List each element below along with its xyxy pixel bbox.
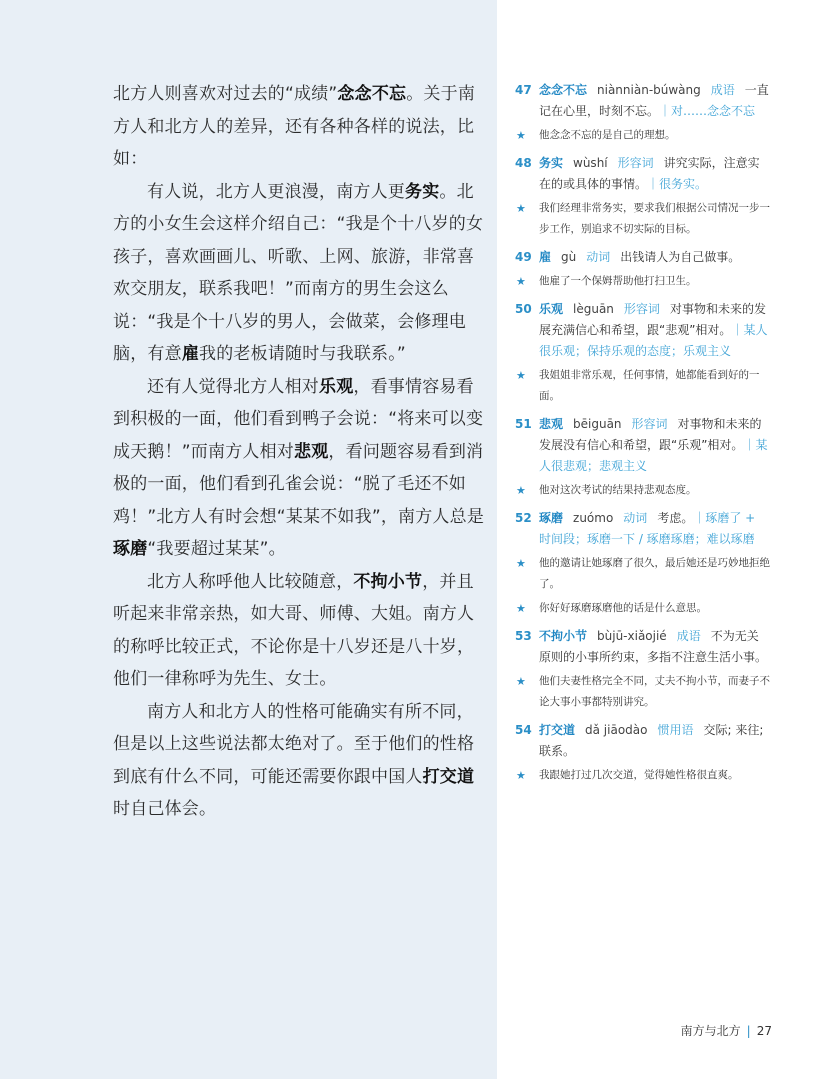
part-of-speech: 惯用语 — [657, 723, 694, 737]
example-text: 你好好琢磨琢磨他的话是什么意思。 — [539, 602, 707, 614]
vocab-definition: 讲究实际，注意实在的或具体的事情。 — [539, 156, 760, 191]
star-icon: ★ — [516, 202, 526, 215]
chapter-title: 南方与北方 — [680, 1024, 741, 1038]
vocab-entry — [515, 508, 770, 619]
entry-number: 48 — [515, 156, 532, 170]
text: ，并且听起来非常亲热，如大哥、师傅、大姐。南方人的称呼比较正式，不论你是十八岁还是八十岁，他们一律称呼为先生、女士。 — [113, 571, 475, 689]
vocab-head — [515, 153, 770, 195]
vocab-entry — [515, 80, 770, 146]
vocab-pinyin: niànniàn-búwàng — [597, 83, 701, 97]
example-sentence — [515, 765, 770, 786]
vocab-collocation: ｜某人很悲观；悲观主义 — [539, 438, 768, 473]
star-icon: ★ — [516, 675, 526, 688]
text: 南方人和北方人的性格可能确实有所不同，但是以上这些说法都太绝对了。至于他们的性格到底有什么不同，可能还需要你跟中国人 — [113, 701, 475, 787]
example-sentence — [515, 598, 770, 619]
paragraph-2 — [113, 176, 485, 371]
main-reading-text — [113, 78, 485, 826]
entry-number: 54 — [515, 723, 532, 737]
vocab-head — [515, 80, 770, 122]
example-sentence — [515, 365, 770, 407]
part-of-speech: 形容词 — [623, 302, 660, 316]
vocab-highlight: 不拘小节 — [353, 571, 423, 592]
vocab-definition: 一直记在心里，时刻不忘。 — [539, 83, 769, 118]
vocab-term: 雇 — [539, 250, 552, 264]
star-icon: ★ — [516, 484, 526, 497]
vocab-term: 打交道 — [539, 723, 576, 737]
vocab-highlight: 悲观 — [294, 441, 329, 462]
paragraph-3 — [113, 371, 485, 566]
star-icon: ★ — [516, 275, 526, 288]
vocab-pinyin: bēiguān — [573, 417, 622, 431]
example-text: 他对这次考试的结果持悲观态度。 — [539, 484, 697, 496]
vocab-collocation: ｜对……念念不忘 — [659, 104, 756, 118]
entry-number: 50 — [515, 302, 532, 316]
example-sentence — [515, 671, 770, 713]
star-icon: ★ — [516, 369, 526, 382]
vocab-definition: 不为无关原则的小事所约束，多指不注意生活小事。 — [539, 629, 768, 664]
text: ，看事情容易看到积极的一面，他们看到鸭子会说：“将来可以变成天鹅！”而南方人相对 — [113, 376, 484, 462]
example-text: 我们经理非常务实，要求我们根据公司情况一步一步工作，别追求不切实际的目标。 — [539, 202, 770, 235]
vocab-head — [515, 626, 770, 668]
vocab-collocation: ｜很务实。 — [647, 177, 708, 191]
text: 。北方的小女生会这样介绍自己：“我是个十八岁的女孩子，喜欢画画儿、听歌、上网、旅游，非常喜欢交朋友，联系我吧！”而南方的男生会这么说：“我是个十八岁的男人，会做菜，会修理电脑，有意 — [113, 181, 484, 364]
entry-number: 53 — [515, 629, 532, 643]
vocab-highlight: 雇 — [181, 344, 200, 364]
example-sentence — [515, 480, 770, 501]
vocab-pinyin: bùjū-xiǎojié — [597, 629, 667, 643]
vocab-entry — [515, 153, 770, 240]
text: 北方人称呼他人比较随意， — [147, 571, 354, 592]
vocab-term: 务实 — [539, 156, 564, 170]
vocab-pinyin: lèguān — [573, 302, 614, 316]
vocab-head — [515, 247, 770, 268]
part-of-speech: 动词 — [586, 250, 611, 264]
text: 北方人则喜欢对过去的“成绩” — [113, 84, 338, 104]
star-icon: ★ — [516, 557, 526, 570]
footer-separator: | — [746, 1024, 751, 1038]
example-text: 我姐姐非常乐观，任何事情，她都能看到好的一面。 — [539, 369, 760, 402]
vocabulary-list — [515, 80, 770, 793]
star-icon: ★ — [516, 769, 526, 782]
text: ，看问题容易看到消极的一面，他们看到孔雀会说：“脱了毛还不如鸡！”北方人有时会想“某某不如我”，南方人总是 — [113, 441, 485, 527]
vocab-highlight: 琢磨 — [113, 539, 148, 559]
star-icon: ★ — [516, 602, 526, 615]
entry-number: 51 — [515, 417, 532, 431]
vocab-term: 悲观 — [539, 417, 564, 431]
vocab-head — [515, 299, 770, 362]
entry-number: 47 — [515, 83, 532, 97]
vocab-collocation: ｜琢磨了 + 时间段；琢磨一下 / 琢磨琢磨；难以琢磨 — [539, 511, 756, 546]
vocab-entry — [515, 299, 770, 407]
example-text: 他念念不忘的是自己的理想。 — [539, 129, 676, 141]
text: 有人说，北方人更浪漫，南方人更 — [147, 181, 405, 202]
text: 。关于南方人和北方人的差异，还有各种各样的说法，比如： — [113, 84, 476, 169]
example-sentence — [515, 125, 770, 146]
part-of-speech: 形容词 — [617, 156, 654, 170]
example-text: 我跟她打过几次交道，觉得她性格很直爽。 — [539, 769, 739, 781]
vocab-term: 乐观 — [539, 302, 564, 316]
vocab-pinyin: wùshí — [573, 156, 608, 170]
part-of-speech: 成语 — [676, 629, 701, 643]
part-of-speech: 动词 — [623, 511, 648, 525]
vocab-entry — [515, 247, 770, 292]
part-of-speech: 成语 — [710, 83, 735, 97]
vocab-collocation: ｜某人很乐观；保持乐观的态度；乐观主义 — [539, 323, 768, 358]
vocab-entry — [515, 414, 770, 501]
vocab-highlight: 念念不忘 — [337, 84, 407, 104]
vocab-head — [515, 720, 770, 762]
vocab-head — [515, 508, 770, 550]
vocab-head — [515, 414, 770, 477]
page-number: 27 — [756, 1024, 772, 1038]
text: 我的老板请随时与我联系。” — [199, 344, 406, 364]
vocab-definition: 对事物和未来的发展充满信心和希望，跟“悲观”相对。 — [539, 302, 766, 337]
vocab-highlight: 乐观 — [319, 376, 354, 397]
vocab-entry — [515, 626, 770, 713]
paragraph-1 — [113, 78, 485, 176]
part-of-speech: 形容词 — [631, 417, 668, 431]
vocab-term: 念念不忘 — [539, 83, 588, 97]
example-text: 他们夫妻性格完全不同，丈夫不拘小节，而妻子不论大事小事都特别讲究。 — [539, 675, 770, 708]
vocab-pinyin: zuómo — [573, 511, 614, 525]
vocab-definition: 交际; 来往; 联系。 — [539, 723, 764, 758]
vocab-pinyin: gù — [561, 250, 577, 264]
example-text: 他雇了一个保姆帮助他打扫卫生。 — [539, 275, 697, 287]
vocab-definition: 对事物和未来的发展没有信心和希望，跟“乐观”相对。 — [539, 417, 762, 452]
text: 时自己体会。 — [113, 799, 217, 819]
vocab-pinyin: dǎ jiāodào — [585, 723, 648, 737]
vocab-term: 不拘小节 — [539, 629, 588, 643]
star-icon: ★ — [516, 129, 526, 142]
paragraph-5 — [113, 696, 485, 826]
text: 还有人觉得北方人相对 — [147, 376, 319, 397]
vocab-term: 琢磨 — [539, 511, 564, 525]
entry-number: 52 — [515, 511, 532, 525]
example-sentence — [515, 198, 770, 240]
vocab-definition: 出钱请人为自己做事。 — [620, 250, 741, 264]
page-footer — [681, 1022, 772, 1039]
vocab-highlight: 务实 — [405, 181, 440, 202]
vocab-entry — [515, 720, 770, 786]
vocab-definition: 考虑。 — [657, 511, 694, 525]
vocab-highlight: 打交道 — [422, 766, 475, 787]
paragraph-4 — [113, 566, 485, 696]
example-text: 他的邀请让她琢磨了很久，最后她还是巧妙地拒绝了。 — [539, 557, 770, 590]
example-sentence — [515, 271, 770, 292]
text: “我要超过某某”。 — [147, 539, 286, 559]
entry-number: 49 — [515, 250, 532, 264]
example-sentence — [515, 553, 770, 595]
